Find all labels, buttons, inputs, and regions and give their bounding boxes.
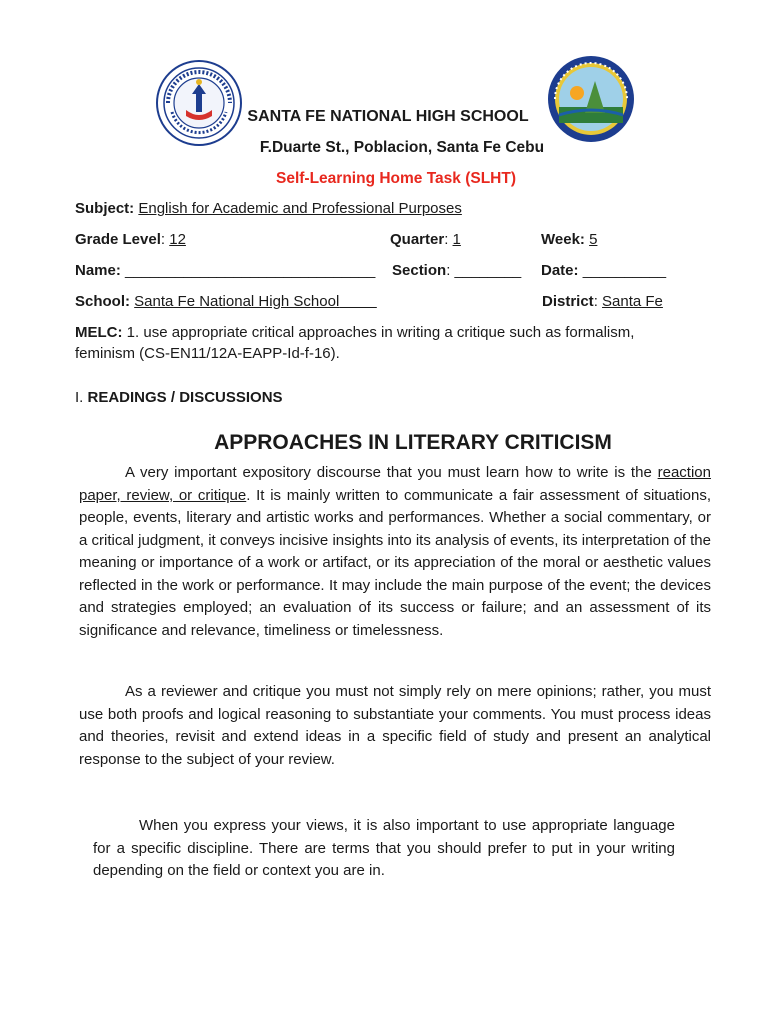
school-value: Santa Fe National High School (134, 293, 340, 310)
subject-row (75, 200, 462, 217)
subject-value: English for Academic and Professional Purposes (138, 200, 462, 217)
paragraph-2-text: As a reviewer and critique you must not simply rely on mere opinions; rather, you must use both proofs and logical reasoning to substantiate your comments. You must process ideas and theories, revisit and extend ideas in a specific field of study and present an analytical response to the subject of your review. (79, 683, 711, 768)
article-title: APPROACHES IN LITERARY CRITICISM (214, 431, 612, 454)
quarter-row: Quarter: 1 (390, 231, 461, 248)
section-blank: ________ (454, 262, 522, 279)
division-seal-logo (547, 55, 635, 143)
quarter-value: 1 (452, 231, 461, 248)
paragraph-1-underlined: reaction paper, review, or critique (79, 464, 711, 504)
section-row: Section: ________ (392, 262, 522, 279)
name-row (75, 262, 375, 279)
melc-text-1: 1. use appropriate critical approaches in writing a critique such as formalism, (126, 324, 635, 341)
school-address: F.Duarte St., Poblacion, Santa Fe Cebu (259, 139, 545, 156)
paragraph-1-rest: . It is mainly written to communicate a fair assessment of situations, people, events, literary and artistic works and performances. Whether a social commentary, or a critical judgment, it conveys incisive insights into its analysis of events, its interpretation of the meaning or importance of a work or artifact, or its appreciation of the moral or aesthetic values reflected in the work or performance. It may include the main purpose of the event; the devices and strategies employed; an evaluation of its success or failure; and an assessment of its significance and relevance, timeliness or timelessness. (79, 486, 711, 639)
section-number: I. (75, 389, 84, 406)
date-row (541, 262, 666, 279)
paragraph-1-start: A very important expository discourse that you must learn how to write is the (125, 464, 652, 481)
paragraph-3-text: When you express your views, it is also important to use appropriate language for a specific discipline. There are terms that you should prefer to put in your writing depending on the field or context you are in. (93, 817, 675, 879)
grade-value: 12 (169, 231, 186, 248)
paragraph-1 (79, 462, 711, 642)
melc-line-1 (75, 324, 634, 341)
melc-text-2: feminism (CS-EN11/12A-EAPP-Id-f-16). (75, 345, 340, 362)
deped-seal-logo (156, 60, 242, 146)
school-row (75, 293, 377, 310)
quarter-label: Quarter (390, 231, 445, 248)
paragraph-3 (93, 815, 675, 883)
grade-row: Grade Level: 12 (75, 231, 186, 248)
school-label: School: (75, 293, 130, 310)
date-label: Date: (541, 262, 579, 279)
section-heading-text: READINGS / DISCUSSIONS (87, 389, 283, 406)
section-label: Section (392, 262, 447, 279)
week-row (541, 231, 597, 248)
subject-label: Subject: (75, 200, 135, 217)
date-blank: __________ (582, 262, 667, 279)
paragraph-2 (79, 681, 711, 771)
school-name: SANTA FE NATIONAL HIGH SCHOOL (247, 108, 529, 125)
week-label: Week: (541, 231, 585, 248)
district-row: District: Santa Fe (542, 293, 663, 310)
district-label: District (542, 293, 594, 310)
melc-label: MELC: (75, 324, 123, 341)
task-title: Self-Learning Home Task (SLHT) (276, 170, 516, 187)
melc-line-2 (75, 345, 340, 362)
grade-label: Grade Level (75, 231, 161, 248)
week-value: 5 (589, 231, 598, 248)
district-value: Santa Fe (602, 293, 663, 310)
name-label: Name: (75, 262, 121, 279)
name-blank: ______________________________ (125, 262, 376, 279)
section-heading (75, 389, 283, 406)
